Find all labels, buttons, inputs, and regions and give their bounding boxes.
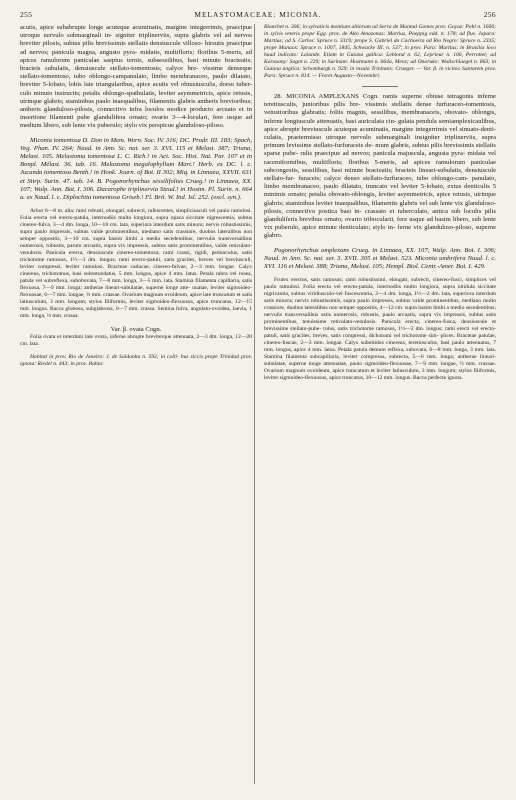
species-diagnosis-continued: acutis, apice subabrupte longe acuteque acuminatis, margine integerrimis, praecipue utroque nervulo submarginali in- signiter triplinerviis, supra glabris vel ad nervos breviter pilosis, subtus pilis brevissimis stellatis densiuscule villoso- hirsutis praecipue ad nervos; panicula magna, angusto pyra- midatis, multifloris; floribus 5-meris, ad apices ramulorum paniculae saepius ternis, subsessilibus, basi minute bracteatis; bracteis subulatis, densiuscule stellato-tomentosis; calyce bre- vissime denseque stellato-tomentoso, tubo oblongo-campanulato, limbo membranaceo, paulo dilatato, breviter 5-lobato, lobis late triangularibus, apice acutis vel obtusiusculis, dorso tuber- culo minuto instructis; petalis oblongo-spathulatis, leviter asymmetricis, apice retusis, utrinque glabris; staminibus paulo inaequalibus, filamentis glabris antheris brevioribus; antheris glanduloso-pilosis, connectivo infra loculos modice producto arcuato et in insertione filamenti pube glandulifera ornato; ovario 3—4-loculari, fere usque ad medium libero, sub lente vix puberulo; stylo vix perspicue glanduloso-piloso. [20,24,252,130]
section-separator [362,86,398,87]
habitat-continued: Blanchet n. 306; in sylvaticis montium altiorum ad Serra de Mannul Gomes prov. Goyaz: Pohl n. 1606; in sylvis veteris prope Egg. prov. de Alto Amazonas: Martius, Poeppig edd. n. 178; ad fluv. Japura: Martius; ad S. Carlos: Spruce n. 3319; prope S. Gabriel da Cachoeira ad Rio Negro: Spruce n. 2335; prope Manaos: Spruce n. 1007, 1845, Schwacke III. n. 537; in prov. Para: Martius; in Brasilia loco haud indicato: Lalande. Etiam in Guiana gallica: Leblond n. 62, Leprieur n. 106, Perrottet; ad Karouany: Sagot n. 229; in Surinam: Hostmann n. 664a, Menz; ad Onoruko: Wullschlaegel n. 863; in Guiana anglica: Schomburgk n. 929; in insula Trinitatis: Crueger. — Var. β. in vicinio Santarem prov. Para: Spruce n. 814. — Floret Augusto—Novembri. [264,24,496,79]
column-divider [254,24,255,784]
page-number-left: 255 [20,10,33,19]
variety-description: Folia ovata et interdum late ovata, inferne abrupte breviterque attenuata, 2—3 dm. longa, 12—20 cm. lata. [20,334,252,348]
species-28-synonymy: Pogonorhynchus amplexans Crueg. in Linnaea, XX. 107; Walp. Ann. Bot. I. 306; Naud. in Ann. Sc. nat. ser. 3. XVII. 305 et Melast. 523. Miconia umbrifera Naud. l. c. XVI. 116 et Melast. 388; Triana, Melast. 105; Hempl. Biol. Centr.-Amer. Bot. I. 429. [264,246,496,271]
habitat-paragraph: Habitat in prov. Rio de Janeiro: J. de Saldanha n. 592; in colli- bus siccis prope Trinidad prov. ignota: Riedel n. 443; in prov. Bahia: [20,354,252,368]
right-column [264,24,496,382]
page-number-right: 256 [483,10,496,19]
species-description: Arbor 6—8 m. alta; rami robusti, elongati, subrecti, rufescentes, simpliciusculi vel paulo ramulosi. Folia erecta vel erecto-patula, internodiis multo longiora, supra opaca siccitate nigrescentia, subtus cinereo-fulva, 3—4 dm. longa, 10—18 cm. lata, superiora interdum satis minora; nervis robustissimis, supra paulo impressis, subtus valde prominentibus, mediano satis crassiore, duobus lateralibus non semper oppositis, 3—10 cm. supra basim limbi a medio secedentibus; nervulis transversalibus numerosis, robustis, parum arcuatis, supra vix impressis, subtus satis prominentibus, valde reticulato-venulosis. Panicula erecta, densiuscule cinereo-tomentosa; rami crassi, rigidi, pedunculus, satis trichotome ramosus, 1½—3 dm. longus; rami erecto-patuli, satis graciles, breves vel breviusculi, leviter compressi, leviter ramulosi. Bracteae caducae, cinereo-fulvae, 2—3 mm. longae. Calyx cinereus, trichotomus, basi subrotundatus, 5 mm. longus, apice 4 mm. latus. Petala rubra vel rosea, patula vel subreflexa, subobovata, 7—8 mm. longa, 3—5 mm. lata. Stamina filamenta capillaria, satis flexuosa, 7—9 mm. longa; antherae lineari-subulatae, superne longe atte- nuatae, leviter sigmoideo-flexuosae, 6—7 mm. longae, ⅔ mm. crassae. Ovarium magnum ovoideum, apice late truncatum et satis latiusculum, 3 mm. longum; stylus filiformis, leviter sigmoideo-flexuosus, apice truncatus, 12—15 mm. longus. Bacca globosa, subglabrosa, 6—7 mm. crassa. Semina fulva, angulato-ovoidea, laevia, 1 mm. longa, ⅔ mm. crassa. [20,208,252,320]
left-column [20,24,252,368]
running-header [20,10,496,22]
species-28-diagnosis: 28. MICONIA AMPLEXANS Cogn. ramis superne obtuse tetragonis inferne teretiusculis, junioribus pilis bre- vissimis stellatis dense furfuraceo-tomentosis, vetustioribus glabratis; foliis magnis, sessilibus, membranaceis, obovato- oblongis, inferne longiuscule attenuatis, basi auriculata cin- gulata pendula semiamplexicaulibus, apice abrupte breviuscule acuteque acuminatis, margine integerrimis vel sinuato-denti- culatis, praetermisso utroque nervulo submarginali insigniter triplinerviis, supra primum levissime stellato-furfuraceis de- mum glabris, subtus pilis brevissimis stellatis sparse pube- rulis praecipue ad nervos; panicula majuscula, angusta pyra- midata vel racemiformibus, multifloris; floribus 5-meris, ad apices ramulorum paniculae subcongestis, sessilibus, basi minute bracteatis; bracteis lineari-subulatis, densiuscule stellato-fur- furaceis; calyce denso stellato-furfuraceo, tubo oblongo-cam- panulato, limbo membranaceo, paulo dilatato, truncato vel leviter 5-lobato, extus denticulis 5 minimis ornato; petalis obovato-oblongis, leviter asymmetricis, apice retusis, utrinque glabris; staminibus leviter inaequalibus, filamentis glabris vel sub lente vix glanduloso-pilosis, connectivo postica basi in- crassato et tuberculato, antica sub loculis pilis glanduliferis brevibus ornato; ovario tribocularii, fere usque ad basim libero, sub lente vix puberulo, apice minute denticulato; stylo in- ferne vix glanduloso-piloso, superne glabro. [264,93,496,240]
variety-heading: Var. β. ovata Cogn. [110,326,162,334]
species-28-description: Frutex erectus, satis ramosus; rami robustissimi, elongati, subrecti, cinereo-fusci, simplices vel paulo ramulosi. Folia erecta vel erecto-patula, internodiis multo longiora, supra nitidula siccitate nigricantia, subtus viridiusculo-vel fuscescentia, 3—4 dm. longa, 1½—2 dm. lata, superiora interdum satis minora; nervis robustissimis, supra paulo impressis, subtus valde prominentibus, mediano multo crassiore, duobus lateralibus non semper oppositis, 4—12 cm. supra basim limbi a medio secedentibus; nervulis transversalibus satis numerosis, robustis, paulo arcuatis, supra vix impressis, subtus satis prominentibus, tenuissime reticulato-venulosis. Panicula erecta, cinereo-fusca, densiuscule et brevissime stellato-pube- rulus, satis trichotome ramosus, 1½—2 dm. longus; rami erecti vel erecto- patuli, satis graciles, breves, satis compressi, dichotomi vel trichotome sim- plices. Bracteae patulae, cinereo-fuscae, 2—3 mm. longae. Calyx subnitidus cinereus, teretiusculus, basi paulo attenuatus, 7 mm. longus, apice 4 mm. latus. Petala patula demum reflexa, subovata, 6—8 mm. longa, 3 mm. lata. Stamina filamenta subcapillaria, leviter compressa, subrecta, 5—6 mm. longa; antherae lineari-subulatae, superne longe attenuatae, paulo sigmoideo-flexuosae, 7—9 mm. longae, ⅔ mm. crassae. Ovarium magnum ovoideum, apice truncatum et leviter latiusculum, 3 mm. longum; stylus filiformis, leviter sigmoideo-flexuosus, apice truncatus, 10—12 mm. longus. Bacca perfecte ignota. [264,277,496,382]
synonymy-block: Miconia tomentosa D. Don in Mem. Wern. Soc. IV. 316; DC. Prodr. III. 183; Spach, Veg. Phan. IV. 264; Naud. in Ann. Sc. nat. ser. 3. XVI. 115 et Melast. 387; Triana, Melast. 105. Melastoma tomentosa L. C. Rich.! in Act. Soc. Hist. Nat. Par. 107 et in Bonpl. Mélast. 36. tab. 16. Melastoma megalophyllum Mart.! Herb. ex DC. l. c. Jucunda tomentosa Benth.! in Hook. Journ. of Bot. II 302; Miq. in Linnaea, XXVII. 631 et Stirp. Surin. 47. tab. 14. B. Pogonorhynchus sessilifolius Crueg.! in Linnaea, XX. 107; Walp. Ann. Bot. I. 306. Dacarophe triplinervia Steud.! in Hostm. Pl. Surin. n. 664 a. ex Naud. l. c. Diplochita tomentosa Griseb.! Fl. Brit. W. Ind. Isl. 252. (excl. syn.). [20,136,252,202]
running-title: MELASTOMACEAE: MICONIA. [194,10,322,19]
